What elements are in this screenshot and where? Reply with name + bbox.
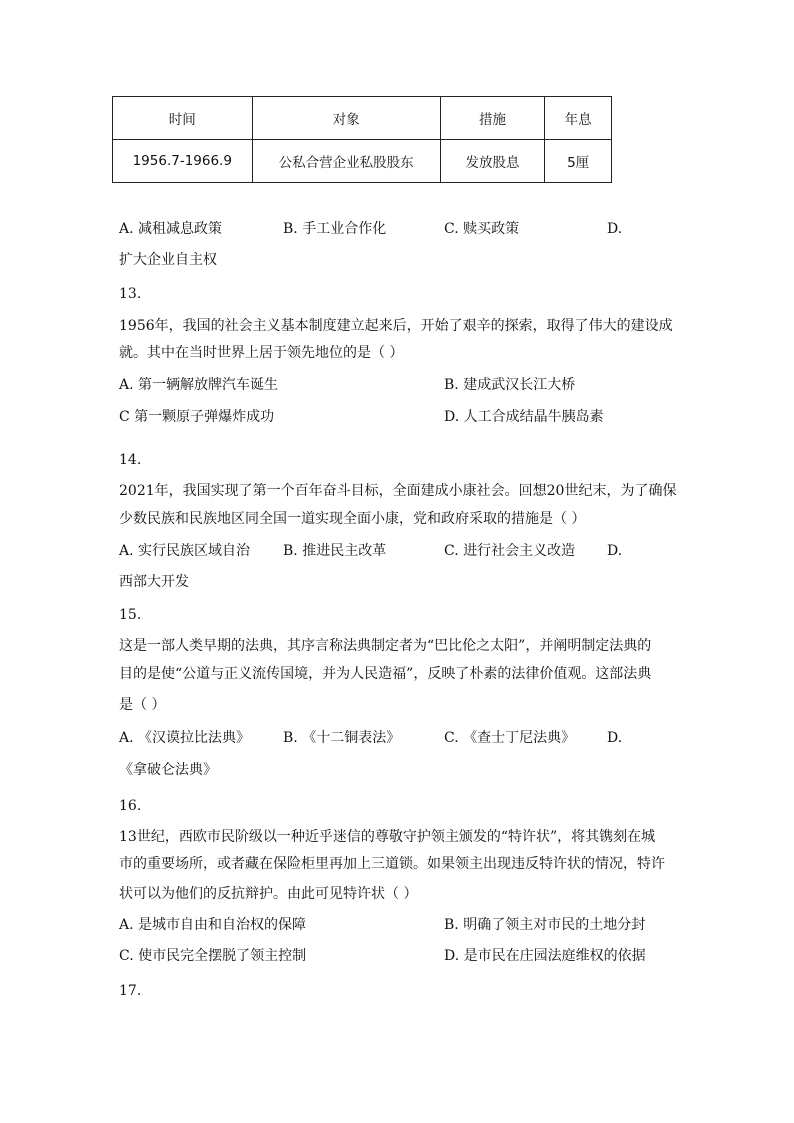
q16-option-c: C. 使市民完全摆脱了领主控制 [119, 948, 307, 964]
q12-option-a: A. 减租减息政策 [119, 221, 223, 237]
q14-stem-line1: 2021年，我国实现了第一个百年奋斗目标，全面建成小康社会。回想20世纪末，为了确保 [119, 483, 677, 499]
q12-option-d-letter: D. [607, 221, 623, 237]
table-cell-time: 1956.7-1966.9 [113, 140, 253, 183]
q14-option-a: A. 实行民族区域自治 [119, 543, 251, 559]
q15-option-d-letter: D. [607, 730, 623, 746]
q13-number: 13. [119, 286, 142, 302]
q15-option-d-text: 《拿破仑法典》 [119, 762, 217, 778]
q16-stem-line2: 市的重要场所，或者藏在保险柜里再加上三道锁。如果领主出现违反特许状的情况，特许 [119, 856, 665, 872]
q16-option-a: A. 是城市自由和自治权的保障 [119, 917, 307, 933]
q15-option-c: C. 《查士丁尼法典》 [444, 730, 576, 746]
q13-option-a: A. 第一辆解放牌汽车诞生 [119, 377, 279, 393]
q16-option-b: B. 明确了领主对市民的土地分封 [444, 917, 646, 933]
q14-option-d-text: 西部大开发 [119, 574, 189, 590]
q14-option-b: B. 推进民主改革 [283, 543, 387, 559]
table-header-time: 时间 [113, 97, 253, 140]
q16-stem-line1: 13世纪，西欧市民阶级以一种近乎迷信的尊敬守护领主颁发的“特许状”，将其镌刻在城 [119, 829, 656, 845]
q13-option-b: B. 建成武汉长江大桥 [444, 377, 576, 393]
table-header-rate: 年息 [545, 97, 612, 140]
q13-option-d: D. 人工合成结晶牛胰岛素 [444, 409, 604, 425]
q17-number: 17. [119, 983, 142, 999]
q14-number: 14. [119, 452, 142, 468]
table-header-row [113, 97, 612, 140]
q13-stem-line1: 1956年，我国的社会主义基本制度建立起来后，开始了艰辛的探索，取得了伟大的建设成 [119, 318, 673, 334]
q16-stem-line3: 状可以为他们的反抗辩护。由此可见特许状（ ） [119, 886, 418, 902]
q15-option-a: A. 《汉谟拉比法典》 [119, 730, 251, 746]
q13-stem-line2: 就。其中在当时世界上居于领先地位的是（ ） [119, 345, 404, 361]
table-header-object: 对象 [252, 97, 440, 140]
q12-option-c: C. 赎买政策 [444, 221, 520, 237]
q14-stem-line2: 少数民族和民族地区同全国一道实现全面小康，党和政府采取的措施是（ ） [119, 511, 586, 527]
q15-option-b: B. 《十二铜表法》 [283, 730, 401, 746]
table-header-measure: 措施 [440, 97, 545, 140]
table-row [113, 140, 612, 183]
q15-stem-line1: 这是一部人类早期的法典，其序言称法典制定者为“巴比伦之太阳”，并阐明制定法典的 [119, 638, 652, 654]
q13-option-c: C 第一颗原子弹爆炸成功 [119, 409, 275, 425]
q14-option-d-letter: D. [607, 543, 623, 559]
q15-stem-line2: 目的是使“公道与正义流传国境，并为人民造福”，反映了朴素的法律价值观。这部法典 [119, 666, 652, 682]
q12-option-b: B. 手工业合作化 [283, 221, 387, 237]
q16-option-d: D. 是市民在庄园法庭维权的依据 [444, 948, 646, 964]
table-cell-object: 公私合营企业私股股东 [252, 140, 440, 183]
q14-option-c: C. 进行社会主义改造 [444, 543, 576, 559]
table-cell-measure: 发放股息 [440, 140, 545, 183]
q16-number: 16. [119, 798, 142, 814]
table-cell-rate: 5厘 [545, 140, 612, 183]
q12-option-d-text: 扩大企业自主权 [119, 252, 217, 268]
q15-number: 15. [119, 607, 142, 623]
q15-stem-line3: 是（ ） [119, 697, 166, 713]
interest-table [112, 96, 612, 183]
